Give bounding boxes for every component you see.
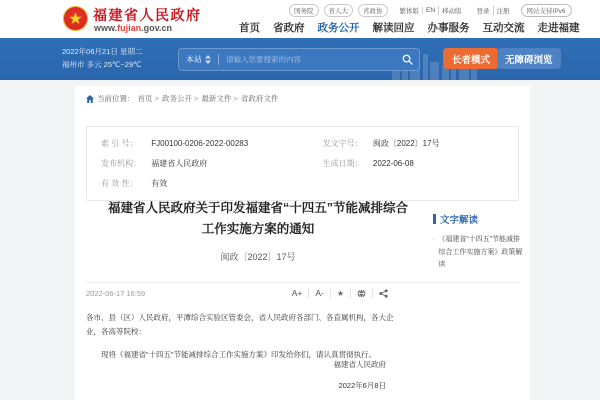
breadcrumb-gov-affairs[interactable]: 政务公开 > xyxy=(162,93,198,104)
article-paragraph-salutation: 各市、县（区）人民政府，平潭综合实验区管委会，省人民政府各部门、各直属机构，各大企业，各高等院校： xyxy=(86,313,394,337)
sidebar-header xyxy=(433,212,523,226)
breadcrumb-provincial-documents: 省政府文件 xyxy=(240,94,279,103)
accessibility-button[interactable]: 无障碍浏览 xyxy=(497,48,561,69)
star-icon: ★ xyxy=(336,288,344,298)
breadcrumb-home[interactable]: 首页 > xyxy=(138,93,159,104)
horizontal-divider xyxy=(86,282,519,283)
meta-label: 生成日期： xyxy=(322,159,363,168)
search-scope-label: 本站 xyxy=(186,55,202,64)
publish-time: 2022-06-17 16:59 xyxy=(86,288,146,298)
content-card xyxy=(75,86,530,400)
elder-mode-button[interactable]: 长者模式 xyxy=(443,48,499,69)
signature-block xyxy=(86,354,386,396)
site-url-suffix: .gov.cn xyxy=(141,23,173,33)
meta-validity xyxy=(101,178,323,189)
login-link[interactable]: 登录 xyxy=(476,8,490,15)
link-provincial-congress[interactable]: 省人大 xyxy=(324,4,354,17)
nav-home[interactable]: 首页 xyxy=(239,22,260,34)
sidebar-title: 文字解读 xyxy=(440,215,479,226)
ipv6-badge: 网站支持IPv6 xyxy=(521,4,572,17)
favorite-button[interactable] xyxy=(330,289,350,298)
article-title: 福建省人民政府关于印发福建省“十四五”节能减排综合工作实施方案的通知 xyxy=(107,201,408,237)
emblem-star-icon xyxy=(68,11,83,26)
print-icon xyxy=(357,289,366,298)
link-mobile-version[interactable]: 移动版 xyxy=(438,6,465,15)
register-link[interactable]: 注册 xyxy=(493,6,513,15)
search-button[interactable] xyxy=(395,54,419,65)
sidebar-accent-mark xyxy=(433,214,436,224)
document-metadata-box xyxy=(86,126,519,201)
interpretation-sidebar xyxy=(433,212,523,272)
breadcrumb-label: 当前位置： xyxy=(97,94,135,103)
meta-value: FJ00100-0206-2022-00283 xyxy=(151,139,249,148)
nav-services[interactable]: 办事服务 xyxy=(427,22,470,34)
current-date: 2022年06月21日 星期二 xyxy=(62,47,143,56)
font-increase-button[interactable]: A+ xyxy=(291,288,303,298)
meta-issuing-agency xyxy=(101,158,323,169)
nav-government-affairs[interactable]: 政务公开 xyxy=(317,22,360,34)
link-english[interactable]: EN xyxy=(422,7,438,14)
toolbar-icons xyxy=(286,288,394,298)
search-box xyxy=(178,48,420,71)
nav-interpretation[interactable]: 解读回应 xyxy=(372,22,415,34)
site-url-prefix: www. xyxy=(94,23,118,33)
metadata-grid xyxy=(87,127,518,200)
site-url xyxy=(94,23,172,33)
blue-toolbar xyxy=(0,38,600,80)
search-scope-dropdown[interactable] xyxy=(179,54,218,65)
article-paragraph-main: 现将《福建省“十四五”节能减排综合工作实施方案》印发给你们，请认真贯彻执行。 xyxy=(101,349,376,359)
home-icon xyxy=(86,95,94,103)
site-url-highlight: fujian xyxy=(117,23,142,33)
breadcrumb xyxy=(86,93,278,104)
language-links xyxy=(397,6,465,15)
signature-agency: 福建省人民政府 xyxy=(333,360,386,369)
search-input[interactable] xyxy=(219,55,395,64)
top-header xyxy=(0,0,600,38)
meta-value: 有效 xyxy=(151,179,168,188)
nav-about-fujian[interactable]: 走进福建 xyxy=(537,22,580,34)
main-nav xyxy=(239,20,580,35)
share-icon xyxy=(379,289,388,298)
meta-document-number xyxy=(323,138,504,149)
breadcrumb-latest-documents[interactable]: 最新文件 > xyxy=(201,93,237,104)
top-utility-links xyxy=(289,4,566,17)
national-emblem-logo xyxy=(63,6,88,31)
print-button[interactable] xyxy=(350,289,372,298)
meta-index-number xyxy=(101,138,323,149)
search-icon xyxy=(402,54,413,65)
meta-label: 发布机构： xyxy=(101,159,141,168)
weather-info: 福州市 多云 25℃~29℃ xyxy=(62,59,142,69)
meta-issue-date xyxy=(323,158,504,169)
meta-value: 2022-06-08 xyxy=(372,159,414,168)
share-button[interactable] xyxy=(372,289,394,298)
sidebar-policy-interpretation-link[interactable]: · 《福建省“十四五”节能减排综合工作实施方案》政策解读 xyxy=(433,234,523,272)
meta-label: 有 效 性： xyxy=(101,179,138,188)
nav-provincial-government[interactable]: 省政府 xyxy=(273,22,305,34)
meta-label: 索 引 号： xyxy=(101,139,138,148)
signature-date: 2022年6月8日 xyxy=(338,381,386,390)
datetime-weather xyxy=(62,46,142,72)
meta-label: 发文字号： xyxy=(322,139,363,148)
link-traditional-chinese[interactable]: 繁体版 xyxy=(399,8,419,15)
auth-links xyxy=(474,6,513,15)
nav-interaction[interactable]: 互动交流 xyxy=(482,22,525,34)
link-provincial-cppcc[interactable]: 省政协 xyxy=(358,4,388,17)
article-main-column xyxy=(86,198,430,263)
font-decrease-button[interactable]: A- xyxy=(308,288,330,298)
article-doc-number: 闽政〔2022〕17号 xyxy=(220,251,296,262)
site-title: 福建省人民政府 xyxy=(93,9,202,24)
updown-arrows-icon xyxy=(205,55,211,64)
meta-value: 闽政〔2022〕17号 xyxy=(372,139,440,148)
link-state-council[interactable]: 国务院 xyxy=(289,4,319,17)
meta-value: 福建省人民政府 xyxy=(151,159,208,168)
article-toolbar xyxy=(86,288,394,298)
